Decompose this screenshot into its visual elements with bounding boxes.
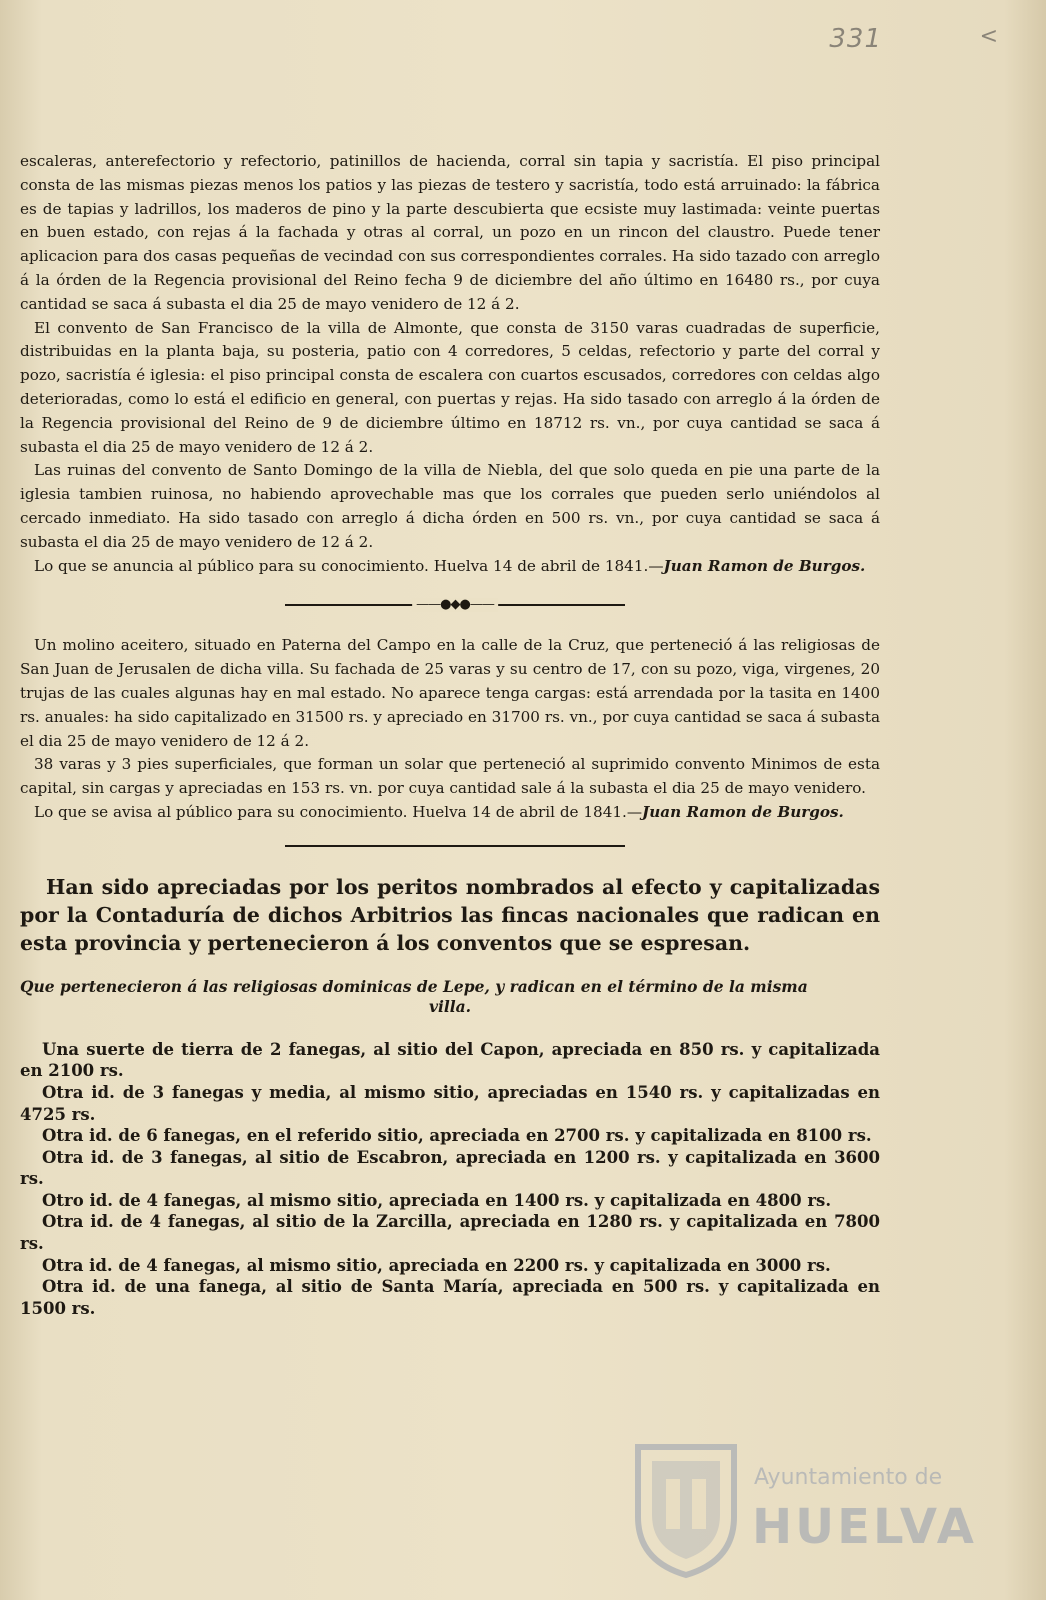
lots-list — [20, 1039, 880, 1320]
list-item: Otra id. de 3 fanegas, al sitio de Escabron, apreciada en 1200 rs. y capitalizada en 3600 rs. — [20, 1147, 880, 1189]
list-item: Otra id. de una fanega, al sitio de Santa María, apreciada en 500 rs. y capitalizada en 1500 rs. — [20, 1277, 880, 1318]
watermark-line-2: HUELVA — [752, 1499, 977, 1555]
paragraph-solar: 38 varas y 3 pies superficiales, que forman un solar que perteneció al suprimido convento Minimos de esta capital, sin cargas y apreciadas en 153 rs. vn. por cuya cantidad sale á la subasta el dia 25 de mayo venidero. — [20, 755, 880, 798]
appraisal-heading: Han sido apreciadas por los peritos nombrados al efecto y capitalizadas por la Contaduría de dichos Arbitrios las fincas nacionales que radican en esta provincia y pertenecieron á los conventos que se espresan. — [20, 874, 880, 955]
list-item: Otro id. de 4 fanegas, al mismo sitio, apreciada en 1400 rs. y capitalizada en 4800 rs. — [42, 1190, 832, 1210]
signature: Juan Ramon de Burgos. — [663, 556, 866, 575]
paragraph-continued: escaleras, anterefectorio y refectorio, patinillos de hacienda, corral sin tapia y sacristía. El piso principal consta de las mismas piezas menos los patios y las piezas de testero y sacristía, todo está arruinado: la fábrica es de tapias y ladrillos, los maderos de pino y la parte descubierta que ecsiste muy lastimada: veinte puertas en buen estado, con rejas á la fachada y otras al corral, un pozo en un rincon del claustro. Puede tener aplicacion para dos casas pequeñas de vecindad con sus correspondientes corrales. Ha sido tazado con arreglo á la órden de la Regencia provisional del Reino fecha 9 de diciembre del año último en 16480 rs., por cuya cantidad se saca á subasta el dia 25 de mayo venidero de 12 á 2. — [20, 152, 880, 313]
corner-mark: < — [979, 24, 998, 49]
list-item: Una suerte de tierra de 2 fanegas, al sitio del Capon, apreciada en 850 rs. y capitalizada en 2100 rs. — [20, 1039, 880, 1081]
appraisal-subheading — [20, 977, 880, 1017]
notice-text: Lo que se anuncia al público para su conocimiento. Huelva 14 de abril de 1841.— — [34, 556, 664, 575]
archive-watermark — [620, 1425, 1020, 1590]
divider-ornament: ——●◆●—— — [412, 598, 498, 612]
notice-text-2: Lo que se avisa al público para su conocimiento. Huelva 14 de abril de 1841.— — [34, 802, 643, 821]
watermark-line-1: Ayuntamiento de — [754, 1465, 943, 1490]
divider-line-2 — [285, 845, 625, 847]
coat-of-arms-icon — [630, 1439, 742, 1579]
paragraph-san-francisco: El convento de San Francisco de la villa de Almonte, que consta de 3150 varas cuadradas de superficie, distribuidas en la planta baja, su posteria, patio con 4 corredores, 5 celdas, refectorio y parte del corral y pozo, sacristía é iglesia: el piso principal consta de escalera con cuartos escusados, corredores con celdas algo deterioradas, como lo está el edificio en general, con puertas y rejas. Ha sido tasado con arreglo á la órden de la Regencia provisional del Reino de 9 de diciembre último en 18712 rs. vn., por cuya cantidad se saca á subasta el dia 25 de mayo venidero de 12 á 2. — [20, 318, 880, 456]
ornament-divider — [285, 598, 625, 612]
list-item: Otra id. de 3 fanegas y media, al mismo sitio, apreciadas en 1540 rs. y capitalizadas en 4725 rs. — [20, 1082, 880, 1124]
list-item: Otra id. de 4 fanegas, al sitio de la Zarcilla, apreciada en 1280 rs. y capitalizada en 7800 rs. — [20, 1212, 880, 1254]
list-item: Otra id. de 6 fanegas, en el referido sitio, apreciada en 2700 rs. y capitalizada en 8100 rs. — [42, 1126, 872, 1146]
section-convent-auctions — [20, 150, 880, 578]
paragraph-molino: Un molino aceitero, situado en Paterna del Campo en la calle de la Cruz, que perteneció á las religiosas de San Juan de Jerusalen de dicha villa. Su fachada de 25 varas y su centro de 17, con su pozo, viga, virgenes, 20 trujas de las cuales algunas hay en mal estado. No aparece tenga cargas: está arrendada por la tasita en 1400 rs. anuales: ha sido capitalizado en 31500 rs. y apreciado en 31700 rs. vn., por cuya cantidad se saca á subasta el dia 25 de mayo venidero de 12 á 2. — [20, 636, 880, 750]
section-mill-auction — [20, 634, 880, 824]
section-appraisals — [20, 873, 880, 1320]
paragraph-santo-domingo: Las ruinas del convento de Santo Domingo de la villa de Niebla, del que solo queda en pie una parte de la iglesia tambien ruinosa, no habiendo aprovechable mas que los corrales que pueden serlo uniéndolos al cercado inmediato. Ha sido tasado con arreglo á dicha órden en 500 rs. vn., por cuya cantidad se saca á subasta el dia 25 de mayo venidero de 12 á 2. — [20, 461, 880, 551]
subheading-line-2: villa. — [428, 996, 472, 1016]
signature-2: Juan Ramon de Burgos. — [642, 802, 844, 821]
paragraph-notice-2 — [20, 801, 880, 825]
folio-number: 331 — [829, 24, 882, 54]
plain-divider — [285, 839, 625, 853]
list-item: Otra id. de 4 fanegas, al mismo sitio, apreciada en 2200 rs. y capitalizada en 3000 rs. — [42, 1255, 831, 1275]
document-body — [20, 150, 880, 1319]
subheading-line-1: Que pertenecieron á las religiosas dominicas de Lepe, y radican en el término de la misma — [20, 976, 808, 996]
paragraph-notice — [20, 555, 880, 579]
